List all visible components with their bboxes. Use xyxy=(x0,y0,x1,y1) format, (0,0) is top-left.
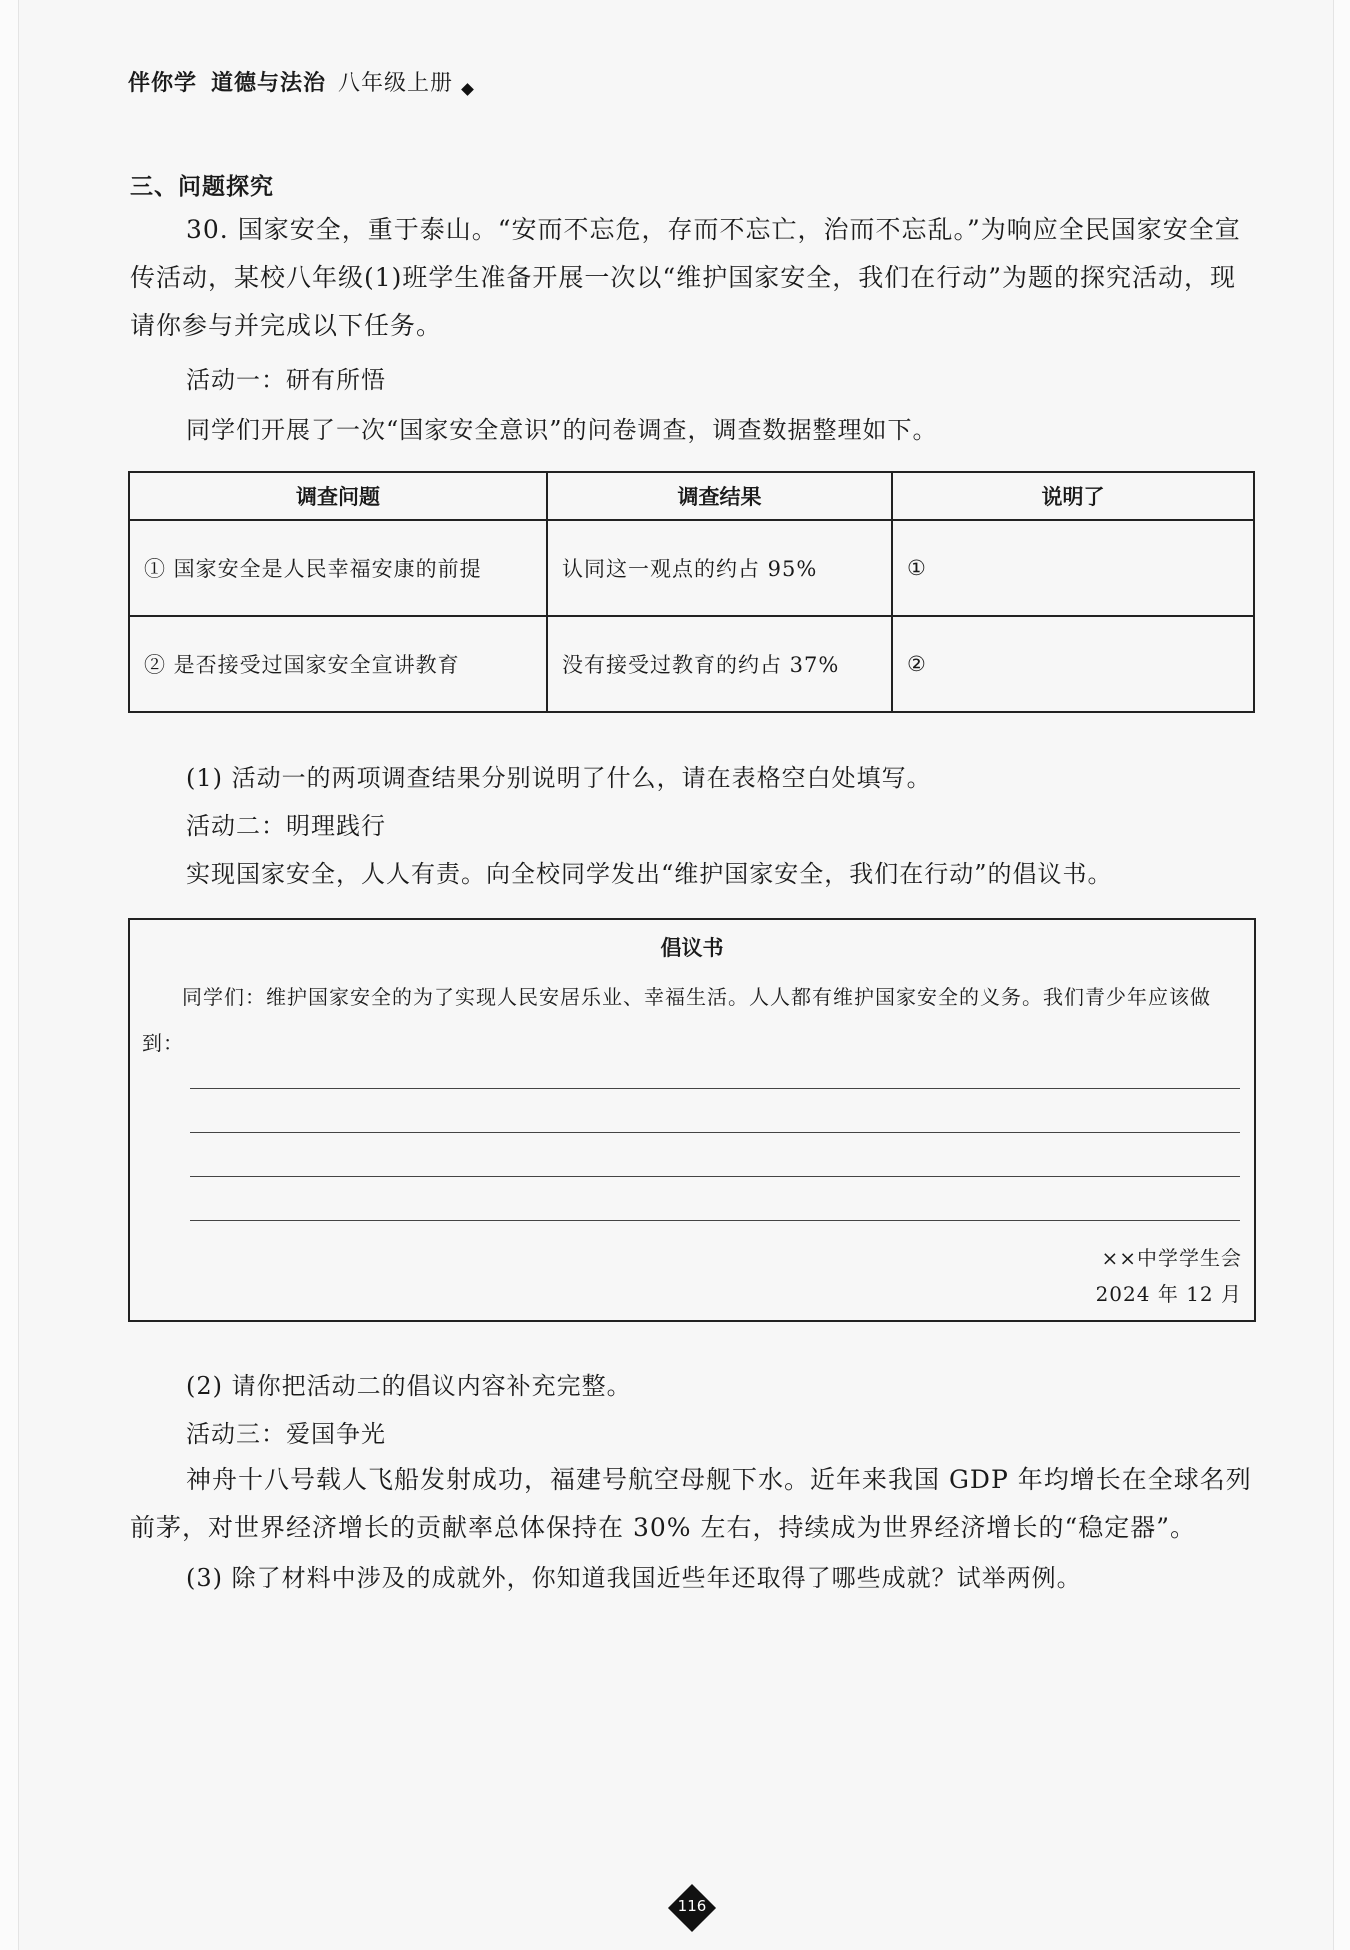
table-row xyxy=(129,616,1254,712)
table-cell: 没有接受过教育的约占 37% xyxy=(547,616,892,712)
header-subject: 道德与法治 xyxy=(211,71,327,96)
page-header xyxy=(128,66,528,100)
table-cell: ① 国家安全是人民幸福安康的前提 xyxy=(129,520,547,616)
page-number xyxy=(669,1885,715,1931)
question-intro: 30. 国家安全，重于泰山。“安而不忘危，存而不忘亡，治而不忘乱。”为响应全民国家安全宣传活动，某校八年级(1)班学生准备开展一次以“维护国家安全，我们在行动”为题的探究活动，现请你参与并完成以下任务。 xyxy=(130,215,1241,340)
answer-line[interactable] xyxy=(190,1132,1240,1133)
answer-line[interactable] xyxy=(190,1220,1240,1221)
table-cell: 认同这一观点的约占 95% xyxy=(547,520,892,616)
diamond-icon xyxy=(461,83,474,96)
proposal-signature: ××中学学生会 xyxy=(1101,1246,1242,1270)
table-header: 调查结果 xyxy=(547,472,892,520)
activity3-title: 活动三：爱国争光 xyxy=(186,1420,386,1448)
table-row xyxy=(129,520,1254,616)
section-title: 三、问题探究 xyxy=(130,174,274,200)
proposal-title: 倡议书 xyxy=(660,936,724,960)
header-brand: 伴你学 xyxy=(128,71,198,96)
proposal-box xyxy=(128,918,1256,1322)
table-cell: ② 是否接受过国家安全宣讲教育 xyxy=(129,616,547,712)
question-3: (3) 除了材料中涉及的成就外，你知道我国近些年还取得了哪些成就？试举两例。 xyxy=(186,1564,1082,1592)
activity2-title: 活动二：明理践行 xyxy=(186,812,386,840)
question-2: (2) 请你把活动二的倡议内容补充完整。 xyxy=(186,1372,632,1400)
table-header-row xyxy=(129,472,1254,520)
table-header: 调查问题 xyxy=(129,472,547,520)
proposal-body: 同学们：维护国家安全的为了实现人民安居乐业、幸福生活。人人都有维护国家安全的义务。我们青少年应该做到： xyxy=(142,985,1211,1055)
answer-line[interactable] xyxy=(190,1176,1240,1177)
header-grade: 八年级上册 xyxy=(338,71,454,96)
answer-line[interactable] xyxy=(190,1088,1240,1089)
question-1: (1) 活动一的两项调查结果分别说明了什么，请在表格空白处填写。 xyxy=(186,764,932,792)
proposal-date: 2024 年 12 月 xyxy=(1095,1282,1242,1306)
activity2-desc: 实现国家安全，人人有责。向全校同学发出“维护国家安全，我们在行动”的倡议书。 xyxy=(186,860,1113,888)
survey-table xyxy=(128,471,1255,713)
table-header: 说明了 xyxy=(892,472,1254,520)
activity1-title: 活动一：研有所悟 xyxy=(186,366,386,394)
activity3-desc: 神舟十八号载人飞船发射成功，福建号航空母舰下水。近年来我国 GDP 年均增长在全球名列前茅，对世界经济增长的贡献率总体保持在 30% 左右，持续成为世界经济增长的“稳定器”。 xyxy=(130,1465,1252,1542)
answer-cell[interactable]: ① xyxy=(892,520,1254,616)
answer-cell[interactable]: ② xyxy=(892,616,1254,712)
page-number-text: 116 xyxy=(677,1897,707,1915)
activity1-desc: 同学们开展了一次“国家安全意识”的问卷调查，调查数据整理如下。 xyxy=(186,416,938,444)
